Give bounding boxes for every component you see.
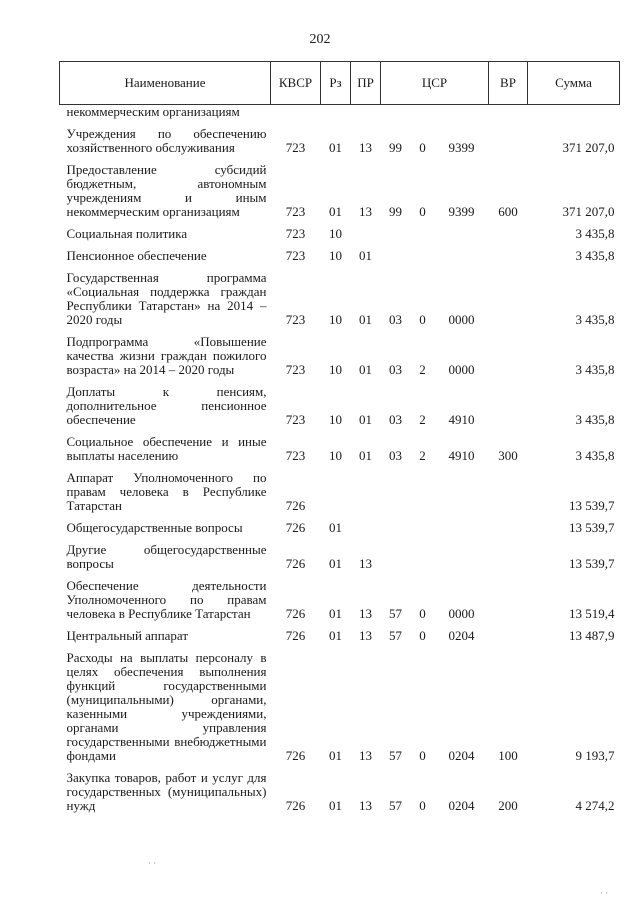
cell-rz: 10 — [329, 448, 342, 463]
cell-name: Обеспечение деятельности Уполномоченного по правам человека в Республике Татарстан — [66, 578, 267, 621]
cell-rz: 01 — [329, 798, 342, 813]
cell-pr: 13 — [359, 140, 372, 155]
cell-pr — [351, 465, 381, 515]
cell-pr — [351, 105, 381, 122]
table-row — [60, 429, 620, 465]
cell-name: Социальное обеспечение и иные выплаты населению — [66, 434, 267, 463]
cell-name: Другие общегосударственные вопросы — [66, 542, 267, 571]
cell-sum: 13 519,4 — [569, 606, 615, 621]
cell-sum: 13 539,7 — [569, 556, 615, 571]
table-body — [60, 105, 620, 816]
header-sum: Сумма — [528, 62, 620, 105]
cell-csr-direction: 0000 — [448, 606, 475, 621]
cell-csr-program — [381, 221, 411, 243]
cell-kvsr — [271, 105, 321, 122]
cell-sum: 3 435,8 — [575, 226, 615, 241]
cell-csr-subprogram: 0 — [419, 312, 426, 327]
table-row — [60, 515, 620, 537]
cell-vr — [489, 243, 528, 265]
cell-csr-direction: 9399 — [448, 204, 475, 219]
cell-vr — [489, 379, 528, 429]
cell-csr-subprogram: 0 — [419, 748, 426, 763]
table-row — [60, 265, 620, 329]
cell-vr — [489, 623, 528, 645]
cell-name: Пенсионное обеспечение — [66, 248, 207, 263]
cell-vr: 300 — [498, 448, 518, 463]
cell-csr-program — [381, 243, 411, 265]
cell-csr-program: 03 — [389, 412, 402, 427]
cell-sum: 13 539,7 — [569, 520, 615, 535]
cell-vr — [489, 329, 528, 379]
cell-rz: 01 — [329, 606, 342, 621]
cell-name: Предоставление субсидий бюджетным, автономным учреждениям и иным некоммерческим организациям — [66, 162, 267, 219]
cell-rz: 01 — [329, 204, 342, 219]
table-row — [60, 465, 620, 515]
cell-csr-subprogram: 2 — [419, 448, 426, 463]
cell-name: Доплаты к пенсиям, дополнительное пенсионное обеспечение — [66, 384, 267, 427]
cell-name: Расходы на выплаты персоналу в целях обеспечения выполнения функций государственными (муниципальными) органами, казенными учреждениями, органами управления государственными внебюджетными фондами — [66, 650, 267, 763]
cell-pr: 13 — [359, 628, 372, 643]
cell-name: Аппарат Уполномоченного по правам человека в Республике Татарстан — [66, 470, 267, 513]
cell-csr-program: 99 — [389, 140, 402, 155]
table-row — [60, 645, 620, 765]
cell-rz — [321, 105, 351, 122]
cell-csr-program: 57 — [389, 606, 402, 621]
cell-sum: 3 435,8 — [575, 362, 615, 377]
cell-sum: 9 193,7 — [575, 748, 615, 763]
cell-kvsr: 723 — [285, 362, 306, 377]
cell-name: Социальная политика — [66, 226, 188, 241]
budget-table — [59, 61, 620, 815]
table-row — [60, 105, 620, 122]
cell-sum: 13 539,7 — [569, 498, 615, 513]
cell-vr — [489, 105, 528, 122]
cell-pr: 01 — [359, 248, 372, 263]
cell-vr — [489, 265, 528, 329]
cell-csr-program: 03 — [389, 362, 402, 377]
cell-rz: 10 — [329, 226, 342, 241]
cell-csr-program — [381, 465, 411, 515]
cell-csr-subprogram — [411, 221, 435, 243]
cell-csr-program — [381, 105, 411, 122]
cell-vr — [489, 465, 528, 515]
cell-pr: 13 — [359, 606, 372, 621]
cell-name: Учреждения по обеспечению хозяйственного обслуживания — [66, 126, 267, 155]
cell-csr-direction: 0204 — [448, 628, 475, 643]
cell-kvsr: 726 — [285, 628, 306, 643]
cell-name: Государственная программа «Социальная поддержка граждан Республики Татарстан» на 2014 – 2020 годы — [66, 270, 267, 327]
cell-csr-direction: 0204 — [448, 748, 475, 763]
cell-kvsr: 723 — [285, 204, 306, 219]
cell-csr-direction: 0000 — [448, 362, 475, 377]
cell-kvsr: 723 — [285, 312, 306, 327]
cell-sum: 3 435,8 — [575, 448, 615, 463]
cell-rz: 10 — [329, 312, 342, 327]
cell-vr — [489, 537, 528, 573]
cell-csr-program: 03 — [389, 312, 402, 327]
cell-sum: 13 487,9 — [569, 628, 615, 643]
cell-vr — [489, 221, 528, 243]
cell-csr-subprogram: 0 — [419, 628, 426, 643]
cell-csr-direction: 0000 — [448, 312, 475, 327]
cell-pr: 01 — [359, 448, 372, 463]
cell-csr-subprogram: 2 — [419, 362, 426, 377]
table-row — [60, 379, 620, 429]
cell-pr — [351, 515, 381, 537]
cell-name: Закупка товаров, работ и услуг для государственных (муниципальных) нужд — [66, 770, 267, 813]
cell-rz: 01 — [329, 748, 342, 763]
cell-csr-program: 99 — [389, 204, 402, 219]
cell-rz — [321, 465, 351, 515]
table-row — [60, 329, 620, 379]
cell-csr-program: 57 — [389, 628, 402, 643]
cell-csr-subprogram: 0 — [419, 606, 426, 621]
cell-csr-program: 57 — [389, 798, 402, 813]
cell-vr: 100 — [498, 748, 518, 763]
cell-csr-subprogram — [411, 243, 435, 265]
cell-kvsr: 726 — [285, 748, 306, 763]
cell-sum: 3 435,8 — [575, 412, 615, 427]
cell-csr-subprogram: 0 — [419, 204, 426, 219]
cell-name: некоммерческим организациям — [66, 104, 240, 119]
cell-csr-direction: 4910 — [448, 412, 475, 427]
cell-name: Центральный аппарат — [66, 628, 189, 643]
header-kvsr: КВСР — [271, 62, 321, 105]
cell-pr: 01 — [359, 312, 372, 327]
cell-rz: 01 — [329, 520, 342, 535]
cell-rz: 01 — [329, 628, 342, 643]
cell-vr: 200 — [498, 798, 518, 813]
cell-pr: 13 — [359, 556, 372, 571]
cell-csr-subprogram — [411, 465, 435, 515]
cell-kvsr: 723 — [285, 226, 306, 241]
cell-vr — [489, 573, 528, 623]
cell-pr: 13 — [359, 798, 372, 813]
cell-sum — [528, 105, 620, 122]
cell-pr — [351, 221, 381, 243]
header-csr: ЦСР — [381, 62, 489, 105]
header-vr: ВР — [489, 62, 528, 105]
cell-csr-subprogram: 2 — [419, 412, 426, 427]
cell-rz: 10 — [329, 248, 342, 263]
table-row — [60, 221, 620, 243]
cell-sum: 4 274,2 — [575, 798, 615, 813]
cell-pr: 13 — [359, 748, 372, 763]
table-header — [60, 62, 620, 105]
cell-csr-program: 03 — [389, 448, 402, 463]
cell-csr-program — [381, 515, 411, 537]
cell-kvsr: 726 — [285, 520, 306, 535]
cell-kvsr: 723 — [285, 412, 306, 427]
cell-kvsr: 723 — [285, 248, 306, 263]
header-rz: Рз — [321, 62, 351, 105]
table-row — [60, 157, 620, 221]
cell-kvsr: 726 — [285, 798, 306, 813]
cell-rz: 10 — [329, 362, 342, 377]
cell-vr — [489, 121, 528, 157]
cell-sum: 371 207,0 — [562, 204, 615, 219]
cell-csr-subprogram: 0 — [419, 798, 426, 813]
cell-csr-direction — [435, 537, 489, 573]
cell-pr: 01 — [359, 412, 372, 427]
table-row — [60, 537, 620, 573]
table-row — [60, 623, 620, 645]
table-row — [60, 243, 620, 265]
cell-csr-direction — [435, 221, 489, 243]
cell-pr: 01 — [359, 362, 372, 377]
cell-kvsr: 723 — [285, 140, 306, 155]
cell-kvsr: 726 — [285, 556, 306, 571]
cell-csr-subprogram — [411, 105, 435, 122]
cell-kvsr: 726 — [285, 498, 306, 513]
cell-csr-subprogram — [411, 515, 435, 537]
table-row — [60, 765, 620, 815]
cell-vr: 600 — [498, 204, 518, 219]
cell-kvsr: 723 — [285, 448, 306, 463]
scan-speck: · · — [600, 888, 609, 898]
cell-vr — [489, 515, 528, 537]
cell-csr-direction — [435, 243, 489, 265]
cell-csr-direction: 0204 — [448, 798, 475, 813]
cell-csr-direction — [435, 515, 489, 537]
cell-csr-direction — [435, 465, 489, 515]
cell-rz: 10 — [329, 412, 342, 427]
cell-csr-direction: 9399 — [448, 140, 475, 155]
cell-kvsr: 726 — [285, 606, 306, 621]
cell-csr-direction — [435, 105, 489, 122]
cell-csr-subprogram — [411, 537, 435, 573]
header-pr: ПР — [351, 62, 381, 105]
table-row — [60, 573, 620, 623]
cell-csr-subprogram: 0 — [419, 140, 426, 155]
cell-sum: 371 207,0 — [562, 140, 615, 155]
table-row — [60, 121, 620, 157]
cell-rz: 01 — [329, 140, 342, 155]
cell-name: Общегосударственные вопросы — [66, 520, 243, 535]
page-number: 202 — [309, 32, 331, 47]
cell-rz: 01 — [329, 556, 342, 571]
cell-name: Подпрограмма «Повышение качества жизни граждан пожилого возраста» на 2014 – 2020 годы — [66, 334, 267, 377]
scan-speck: · · — [148, 858, 157, 868]
header-name: Наименование — [60, 62, 271, 105]
cell-pr: 13 — [359, 204, 372, 219]
cell-csr-direction: 4910 — [448, 448, 475, 463]
cell-csr-program: 57 — [389, 748, 402, 763]
cell-sum: 3 435,8 — [575, 248, 615, 263]
cell-sum: 3 435,8 — [575, 312, 615, 327]
cell-csr-program — [381, 537, 411, 573]
